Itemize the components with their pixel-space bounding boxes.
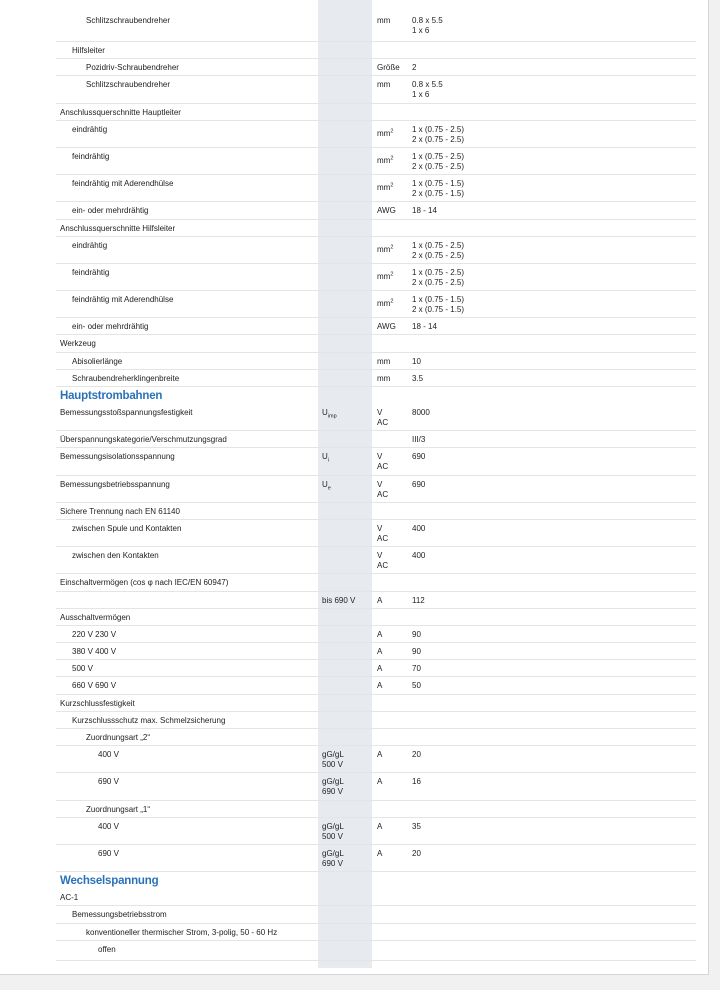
row-label-text: Bemessungsbetriebsspannung <box>60 479 170 489</box>
row-label <box>72 630 116 640</box>
row-label-text: zwischen Spule und Kontakten <box>72 523 182 533</box>
row-value <box>412 357 421 367</box>
section-heading-wechselspannung: Wechselspannung <box>60 875 159 888</box>
row-unit <box>377 63 400 73</box>
row-value <box>412 408 430 418</box>
row-unit <box>377 777 382 787</box>
table-row <box>56 121 696 148</box>
row-label <box>86 80 170 90</box>
row-unit <box>377 322 396 332</box>
table-row <box>56 677 696 694</box>
row-label-text: Sichere Trennung nach EN 61140 <box>60 506 180 516</box>
row-value <box>412 125 464 145</box>
row-label <box>72 179 173 189</box>
row-unit <box>377 551 388 571</box>
unit-text: mm <box>377 244 391 254</box>
row-label-text: konventioneller thermischer Strom, 3-polig, 50 - 60 Hz <box>86 927 278 937</box>
value-text: 35 <box>412 821 421 831</box>
row-label-text: Schlitzschraubendreher <box>86 16 171 25</box>
row-value <box>412 322 437 332</box>
row-value <box>412 596 425 606</box>
row-label-text: feindrähtig <box>72 151 110 161</box>
row-label-text: ein- oder mehrdrähtig <box>72 322 149 332</box>
symbol-text-2: 500 V <box>322 831 343 841</box>
row-label <box>60 507 180 517</box>
value-text-2: 1 x 6 <box>412 26 430 35</box>
table-row <box>56 448 696 475</box>
unit-text: mm <box>377 271 391 281</box>
unit-text: mm <box>377 183 391 193</box>
row-label-text: offen <box>98 944 116 954</box>
row-label-text: feindrähtig mit Aderendhülse <box>72 179 174 189</box>
row-value <box>412 152 464 172</box>
row-symbol <box>322 777 344 797</box>
symbol-text: bis 690 V <box>322 595 356 605</box>
row-unit <box>377 849 382 859</box>
row-label-text: 400 V <box>98 750 119 760</box>
row-label <box>72 524 181 534</box>
row-unit <box>377 664 382 674</box>
row-value <box>412 374 423 384</box>
row-label <box>60 613 130 623</box>
unit-text: V <box>377 523 383 533</box>
symbol-text: gG/gL <box>322 821 344 831</box>
unit-text: A <box>377 681 383 691</box>
table-row <box>56 42 696 59</box>
unit-text-2: AC <box>377 418 389 427</box>
row-label-text: Bemessungsstoßspannungsfestigkeit <box>60 408 193 417</box>
row-label-text: Anschlussquerschnitte Hauptleiter <box>60 107 181 117</box>
unit-text: mm <box>377 373 391 383</box>
symbol-text: gG/gL <box>322 750 344 760</box>
unit-superscript: 2 <box>390 298 394 305</box>
row-value <box>412 849 421 859</box>
row-value <box>412 80 443 100</box>
unit-superscript: 2 <box>390 271 394 278</box>
value-text: 0.8 x 5.5 <box>412 80 443 90</box>
row-label-text: Pozidriv-Schraubendreher <box>86 63 179 73</box>
row-label-text: 220 V 230 V <box>72 629 117 639</box>
row-label <box>72 357 122 367</box>
row-label-text: eindrähtig <box>72 124 108 134</box>
row-label-text: 380 V 400 V <box>72 647 117 657</box>
row-label-text: Werkzeug <box>60 339 96 349</box>
value-text: 20 <box>412 750 421 760</box>
row-unit <box>377 206 396 216</box>
value-text: 690 <box>412 479 426 489</box>
row-label <box>98 849 119 859</box>
section-heading-hauptstrombahnen: Hauptstrombahnen <box>60 390 163 402</box>
row-label <box>60 893 78 903</box>
row-label <box>60 224 175 234</box>
row-value <box>412 630 421 640</box>
row-value <box>412 295 464 315</box>
row-label-text: Anschlussquerschnitte Hilfsleiter <box>60 223 176 233</box>
row-unit <box>377 647 382 657</box>
spec-table <box>56 12 696 961</box>
unit-text: AWG <box>377 322 396 332</box>
row-label <box>72 206 148 216</box>
unit-superscript: 2 <box>390 155 394 162</box>
row-label-text: Abisolierlänge <box>72 356 123 366</box>
unit-text: mm <box>377 299 391 309</box>
row-label-text: feindrähtig mit Aderendhülse <box>72 295 174 305</box>
unit-text: AWG <box>377 206 396 216</box>
row-unit <box>377 156 393 166</box>
table-row <box>56 335 696 352</box>
group-wechselspannung <box>56 889 696 961</box>
table-row <box>56 889 696 906</box>
table-row <box>56 520 696 547</box>
table-row <box>56 148 696 175</box>
row-label <box>72 322 148 332</box>
value-text: 8000 <box>412 408 430 417</box>
row-symbol <box>322 452 329 462</box>
value-text: 18 - 14 <box>412 322 437 332</box>
row-label-text: 400 V <box>98 821 119 831</box>
value-text: 112 <box>412 595 425 605</box>
row-label <box>60 699 135 709</box>
row-label <box>72 125 107 135</box>
symbol-text: gG/gL <box>322 848 344 858</box>
value-text-2: 2 x (0.75 - 2.5) <box>412 161 465 171</box>
row-label <box>86 733 150 743</box>
row-value <box>412 63 416 73</box>
symbol-text-2: 500 V <box>322 760 343 770</box>
row-value <box>412 16 443 36</box>
row-label-text: zwischen den Kontakten <box>72 551 159 561</box>
row-symbol <box>322 596 355 606</box>
value-text: 2 <box>412 63 417 73</box>
row-label-text: Schraubendreherklingenbreite <box>72 373 180 383</box>
symbol-text-2: 690 V <box>322 858 343 868</box>
value-text-2: 2 x (0.75 - 1.5) <box>412 189 465 199</box>
row-label <box>98 822 119 832</box>
row-label-text: Schlitzschraubendreher <box>86 80 171 90</box>
value-text: 0.8 x 5.5 <box>412 16 443 25</box>
unit-text-2: AC <box>377 489 389 499</box>
row-label <box>60 339 96 349</box>
row-label-text: ein- oder mehrdrähtig <box>72 206 149 216</box>
row-label-text: Kurzschlussfestigkeit <box>60 698 135 708</box>
row-label-text: Überspannungskategorie/Verschmutzungsgrad <box>60 435 227 445</box>
row-value <box>412 524 425 534</box>
row-unit <box>377 630 382 640</box>
value-text: 70 <box>412 664 421 674</box>
table-row <box>56 712 696 729</box>
unit-text: V <box>377 452 383 462</box>
unit-superscript: 2 <box>390 182 394 189</box>
symbol-subscript: imp <box>327 413 337 420</box>
row-label-text: Einschaltvermögen (cos φ nach IEC/EN 60947) <box>60 578 229 588</box>
value-text: 10 <box>412 356 421 366</box>
value-text-2: 2 x (0.75 - 1.5) <box>412 305 465 315</box>
table-row <box>56 202 696 219</box>
table-row <box>56 574 696 591</box>
row-label <box>60 452 175 462</box>
symbol-text: U <box>322 452 328 462</box>
row-label <box>72 374 179 384</box>
table-row <box>56 175 696 202</box>
unit-text: mm <box>377 155 391 165</box>
row-label <box>72 551 159 561</box>
table-row <box>56 370 696 387</box>
value-text: 400 <box>412 523 426 533</box>
table-row <box>56 220 696 237</box>
value-text: 50 <box>412 681 421 691</box>
table-row <box>56 660 696 677</box>
row-label <box>98 945 116 955</box>
table-row <box>56 291 696 318</box>
row-label <box>72 295 173 305</box>
unit-text: V <box>377 408 383 417</box>
unit-text: A <box>377 848 383 858</box>
row-unit <box>377 452 388 472</box>
row-label-text: 690 V <box>98 848 119 858</box>
row-label <box>72 664 93 674</box>
row-label-text: AC-1 <box>60 893 79 903</box>
row-label <box>72 152 109 162</box>
table-row <box>56 845 696 872</box>
row-label-text: 500 V <box>72 664 93 674</box>
table-row <box>56 609 696 626</box>
row-unit <box>377 245 393 255</box>
table-row <box>56 643 696 660</box>
value-text: 1 x (0.75 - 2.5) <box>412 151 465 161</box>
table-row <box>56 695 696 712</box>
table-row <box>56 547 696 574</box>
row-unit <box>377 681 382 691</box>
unit-text-2: AC <box>377 561 389 571</box>
group-hauptstrombahnen <box>56 404 696 872</box>
row-label <box>72 716 225 726</box>
table-row <box>56 503 696 520</box>
row-unit <box>377 357 390 367</box>
table-row <box>56 318 696 335</box>
symbol-subscript: i <box>327 457 330 464</box>
row-label <box>86 16 170 26</box>
row-unit <box>377 596 382 606</box>
unit-text-2: AC <box>377 533 389 543</box>
value-text-2: 2 x (0.75 - 2.5) <box>412 250 465 260</box>
unit-text: V <box>377 551 383 561</box>
row-unit <box>377 299 393 309</box>
table-row <box>56 431 696 448</box>
table-row <box>56 264 696 291</box>
row-unit <box>377 822 382 832</box>
row-symbol <box>322 750 344 770</box>
row-unit <box>377 480 388 500</box>
row-value <box>412 822 421 832</box>
row-label-text: 660 V 690 V <box>72 681 117 691</box>
value-text-2: 2 x (0.75 - 2.5) <box>412 134 465 144</box>
value-text: 18 - 14 <box>412 206 437 216</box>
row-value <box>412 179 464 199</box>
table-row <box>56 773 696 800</box>
value-text: 1 x (0.75 - 2.5) <box>412 267 465 277</box>
row-value <box>412 551 425 561</box>
row-label-text: feindrähtig <box>72 267 110 277</box>
row-unit <box>377 129 393 139</box>
table-row <box>56 729 696 746</box>
value-text: 1 x (0.75 - 2.5) <box>412 240 465 250</box>
table-row <box>56 818 696 845</box>
unit-text: Größe <box>377 63 400 73</box>
row-label <box>60 480 170 490</box>
row-label-text: Ausschaltvermögen <box>60 612 131 622</box>
value-text: 16 <box>412 777 421 787</box>
symbol-text-2: 690 V <box>322 787 343 797</box>
value-text: 3.5 <box>412 373 424 383</box>
value-text: 1 x (0.75 - 1.5) <box>412 295 465 305</box>
table-row <box>56 746 696 773</box>
symbol-text: U <box>322 479 328 489</box>
row-value <box>412 664 421 674</box>
row-unit <box>377 408 388 428</box>
unit-text: V <box>377 479 383 489</box>
row-label <box>60 108 181 118</box>
row-value <box>412 647 421 657</box>
unit-text: A <box>377 629 383 639</box>
symbol-text: U <box>322 408 328 417</box>
row-value <box>412 241 464 261</box>
value-text: III/3 <box>412 435 426 445</box>
row-value <box>412 206 437 216</box>
table-row <box>56 924 696 941</box>
value-text: 90 <box>412 629 421 639</box>
row-unit <box>377 272 393 282</box>
row-label <box>86 805 150 815</box>
row-unit <box>377 16 390 26</box>
row-value <box>412 681 421 691</box>
row-value <box>412 268 464 288</box>
group-tools-and-conductors <box>56 12 696 387</box>
row-label <box>72 910 167 920</box>
row-label <box>60 435 227 445</box>
unit-text: mm <box>377 356 391 366</box>
table-row <box>56 404 696 431</box>
row-value <box>412 777 421 787</box>
row-label <box>72 241 107 251</box>
unit-text: A <box>377 647 383 657</box>
row-label <box>72 268 109 278</box>
row-label <box>98 777 119 787</box>
row-label-text: Zuordnungsart „1“ <box>86 804 151 814</box>
unit-text: A <box>377 664 383 674</box>
table-row <box>56 592 696 609</box>
unit-superscript: 2 <box>390 128 394 135</box>
row-label-text: Hilfsleiter <box>72 46 105 55</box>
unit-text: A <box>377 750 383 760</box>
row-label <box>60 408 193 418</box>
row-symbol <box>322 408 337 418</box>
unit-text: A <box>377 595 383 605</box>
row-label <box>98 750 119 760</box>
row-label <box>86 928 277 938</box>
symbol-subscript: e <box>327 485 331 492</box>
unit-superscript: 2 <box>390 244 394 251</box>
symbol-text: gG/gL <box>322 777 344 787</box>
row-label-text: Bemessungsbetriebsstrom <box>72 910 167 920</box>
table-row <box>56 353 696 370</box>
row-symbol <box>322 480 331 490</box>
unit-text: mm <box>377 128 391 138</box>
value-text: 1 x (0.75 - 1.5) <box>412 179 465 189</box>
unit-text-2: AC <box>377 462 389 472</box>
row-value <box>412 452 425 462</box>
value-text: 20 <box>412 848 421 858</box>
table-row <box>56 104 696 121</box>
row-label <box>72 46 105 56</box>
value-text: 400 <box>412 551 426 561</box>
row-label <box>72 681 116 691</box>
row-symbol <box>322 822 344 842</box>
row-value <box>412 750 421 760</box>
table-row <box>56 626 696 643</box>
table-row <box>56 237 696 264</box>
value-text: 90 <box>412 647 421 657</box>
row-unit <box>377 524 388 544</box>
row-label-text: Kurzschlussschutz max. Schmelzsicherung <box>72 715 226 725</box>
value-text-2: 1 x 6 <box>412 90 430 100</box>
row-label-text: 690 V <box>98 777 119 787</box>
row-unit <box>377 183 393 193</box>
row-label <box>86 63 179 73</box>
table-row <box>56 476 696 503</box>
value-text: 690 <box>412 452 426 462</box>
row-symbol <box>322 849 344 869</box>
value-text-2: 2 x (0.75 - 2.5) <box>412 277 465 287</box>
row-label-text: Zuordnungsart „2“ <box>86 733 151 742</box>
row-value <box>412 480 425 490</box>
table-row <box>56 801 696 818</box>
table-row <box>56 906 696 923</box>
row-label <box>72 647 116 657</box>
row-label-text: Bemessungsisolationsspannung <box>60 452 175 462</box>
row-value <box>412 435 425 445</box>
unit-text: A <box>377 777 383 787</box>
table-row <box>56 59 696 76</box>
unit-text: A <box>377 821 383 831</box>
row-unit <box>377 80 390 90</box>
value-text: 1 x (0.75 - 2.5) <box>412 124 465 134</box>
row-unit <box>377 750 382 760</box>
table-row <box>56 76 696 103</box>
row-label <box>60 578 228 588</box>
row-unit <box>377 374 390 384</box>
table-row <box>56 941 696 961</box>
unit-text: mm <box>377 80 391 90</box>
row-label-text: eindrähtig <box>72 240 108 250</box>
unit-text: mm <box>377 16 391 25</box>
table-row <box>56 12 696 42</box>
